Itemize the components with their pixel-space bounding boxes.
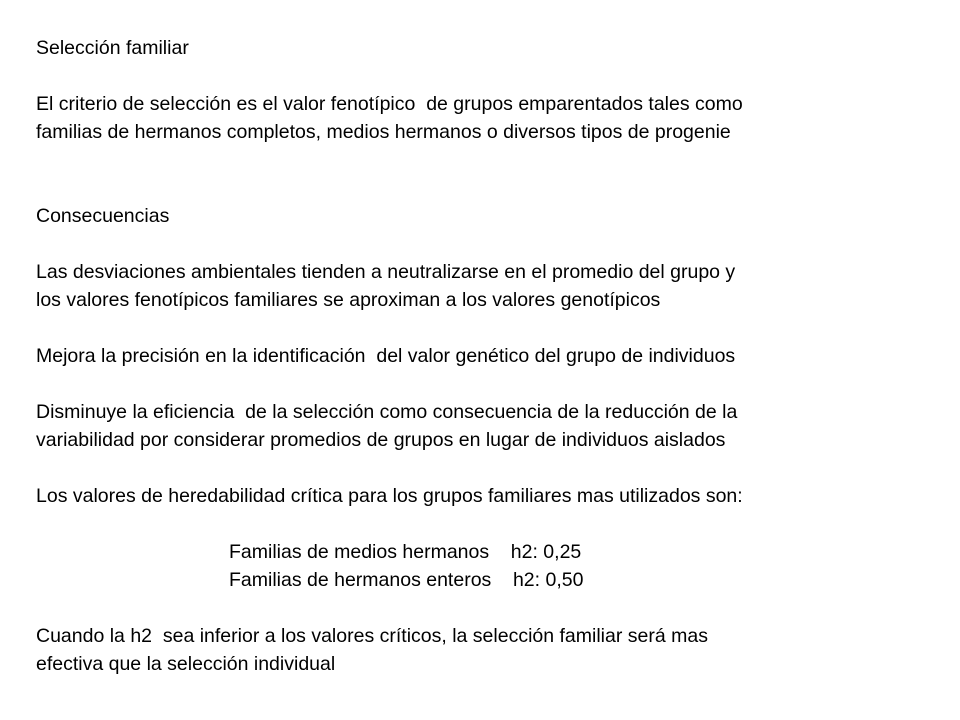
spacer: [36, 454, 936, 482]
paragraph-conclusion-line-1: Cuando la h2 sea inferior a los valores críticos, la selección familiar será mas: [36, 625, 708, 647]
intro-line-1: El criterio de selección es el valor fenotípico de grupos emparentados tales como: [36, 93, 743, 115]
spacer: [36, 146, 936, 202]
consequences-heading: Consecuencias: [36, 205, 170, 227]
spacer: [36, 230, 936, 258]
paragraph-environmental-line-2: los valores fenotípicos familiares se aproximan a los valores genotípicos: [36, 289, 661, 311]
paragraph-environmental-line-1: Las desviaciones ambientales tienden a neutralizarse en el promedio del grupo y: [36, 261, 736, 283]
spacer: [36, 510, 936, 538]
spacer: [36, 314, 936, 342]
paragraph-heritability-line-1: Los valores de heredabilidad crítica para los grupos familiares mas utilizados son:: [36, 485, 743, 507]
spacer: [36, 62, 936, 90]
intro-line-2: familias de hermanos completos, medios hermanos o diversos tipos de progenie: [36, 121, 731, 143]
paragraph-efficiency-line-2: variabilidad por considerar promedios de grupos en lugar de individuos aislados: [36, 429, 726, 451]
slide-title: Selección familiar: [36, 37, 189, 59]
spacer: [36, 370, 936, 398]
spacer: [36, 594, 936, 622]
slide-content: [36, 34, 936, 678]
paragraph-efficiency-line-1: Disminuye la eficiencia de la selección como consecuencia de la reducción de la: [36, 401, 738, 423]
critical-value-full-siblings: Familias de hermanos enteros h2: 0,50: [229, 569, 584, 591]
paragraph-conclusion-line-2: efectiva que la selección individual: [36, 653, 336, 675]
critical-value-half-siblings: Familias de medios hermanos h2: 0,25: [229, 541, 582, 563]
paragraph-precision-line-1: Mejora la precisión en la identificación del valor genético del grupo de individuos: [36, 345, 736, 367]
